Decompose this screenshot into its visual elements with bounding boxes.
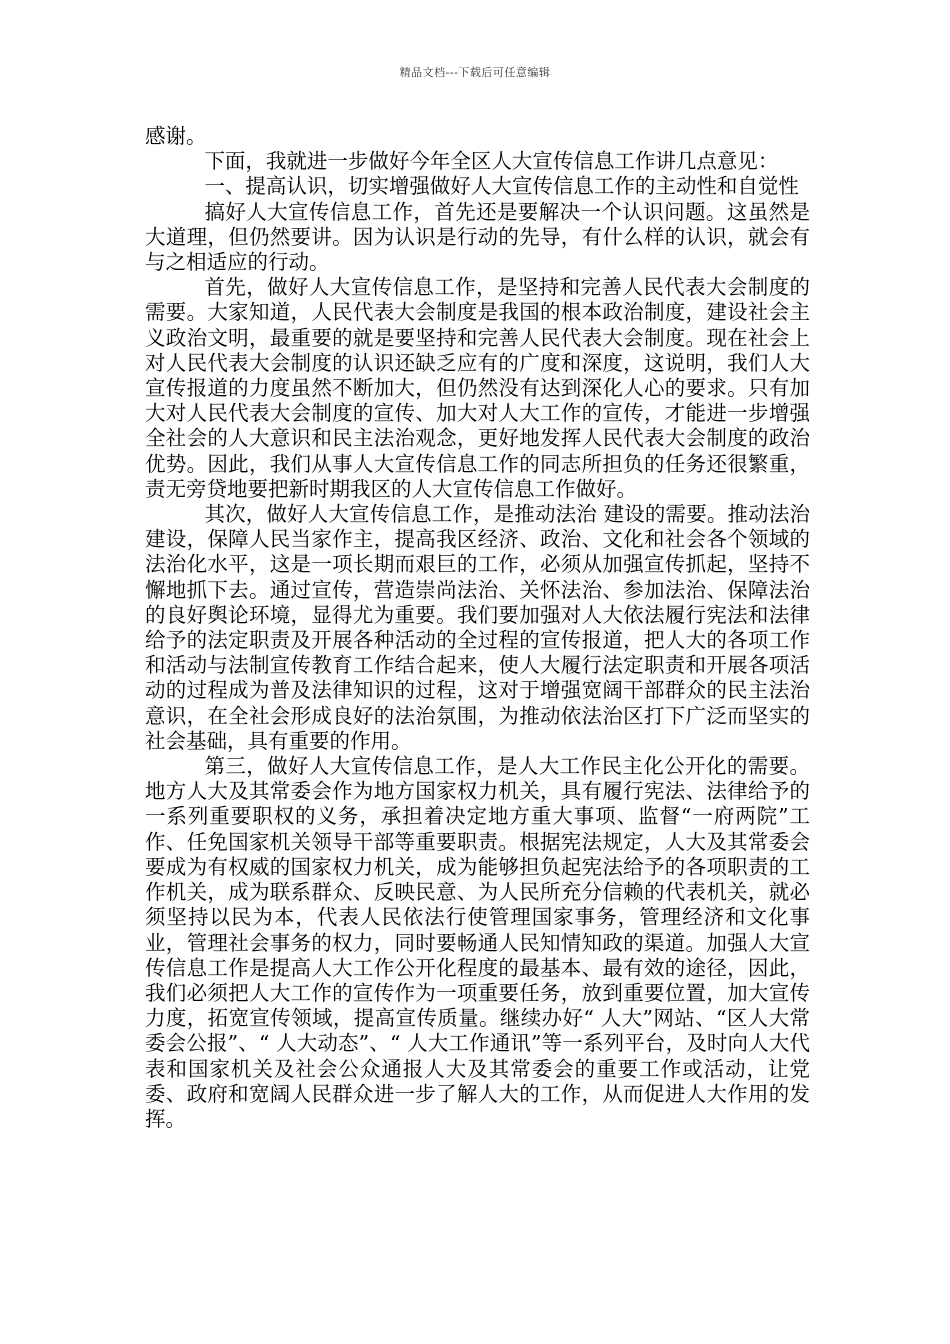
paragraph: 其次，做好人大宣传信息工作，是推动法治 建设的需要。推动法治 建设，保障人民当家作主，提高我区经济、政治、文化和社会各个领域的法治化水平，这是一项长期而艰巨的工作，必须从加强宣传抓起，坚持不懈地抓下去。通过宣传，营造崇尚法治、关怀法治、参加法治、保障法治的良好舆论环境，显得尤为重要。我们要加强对人大依法履行宪法和法律给予的法定职责及开展各种活动的全过程的宣传报道，把人大的各项工作和活动与法制宣传教育工作结合起来，使人大履行法定职责和开展各项活动的过程成为普及法律知识的过程，这对于增强宽阔干部群众的民主法治意识，在全社会形成良好的法治氛围，为推动依法治区打下广泛而坚实的社会基础，具有重要的作用。 bbox=[145, 502, 810, 753]
paragraph: 搞好人大宣传信息工作，首先还是要解决一个认识问题。这虽然是大道理，但仍然要讲。因为认识是行动的先导，有什么样的认识，就会有与之相适应的行动。 bbox=[145, 199, 810, 275]
paragraph: 首先，做好人大宣传信息工作，是坚持和完善人民代表大会制度的需要。大家知道，人民代表大会制度是我国的根本政治制度，建设社会主义政治文明，最重要的就是要坚持和完善人民代表大会制度。现在社会上对人民代表大会制度的认识还缺乏应有的广度和深度，这说明，我们人大宣传报道的力度虽然不断加大，但仍然没有达到深化人心的要求。只有加大对人民代表大会制度的宣传、加大对人大工作的宣传，才能进一步增强全社会的人大意识和民主法治观念，更好地发挥人民代表大会制度的政治优势。因此，我们从事人大宣传信息工作的同志所担负的任务还很繁重，责无旁贷地要把新时期我区的人大宣传信息工作做好。 bbox=[145, 275, 810, 501]
paragraph: 下面，我就进一步做好今年全区人大宣传信息工作讲几点意见： bbox=[204, 149, 779, 174]
paragraph: 第三，做好人大宣传信息工作，是人大工作民主化公开化的需要。地方人大及其常委会作为地方国家权力机关，具有履行宪法、法律给予的一系列重要职权的义务，承担着决定地方重大事项、监督“一府两院”工作、任免国家机关领导干部等重要职责。根据宪法规定，人大及其常委会要成为有权威的国家权力机关，成为能够担负起宪法给予的各项职责的工作机关，成为联系群众、反映民意、为人民所充分信赖的代表机关，就必须坚持以民为本，代表人民依法行使管理国家事务，管理经济和文化事业，管理社会事务的权力，同时要畅通人民知情知政的渠道。加强人大宣传信息工作是提高人大工作公开化程度的最基本、最有效的途径，因此，我们必须把人大工作的宣传作为一项重要任务，放到重要位置，加大宣传力度，拓宽宣传领域，提高宣传质量。继续办好“ 人大”网站、“区人大常委会公报”、“ 人大动态”、“ 人大工作通讯”等一系列平台，及时向人大代表和国家机关及社会公众通报人大及其常委会的重要工作或活动，让党委、政府和宽阔人民群众进一步了解人大的工作，从而促进人大作用的发挥。 bbox=[145, 754, 810, 1131]
paragraph: 感谢。 bbox=[145, 124, 207, 148]
page-header: 精品文档---下载后可任意编辑 bbox=[399, 66, 551, 79]
document-body bbox=[145, 124, 810, 1132]
section-heading: 一、提高认识，切实增强做好人大宣传信息工作的主动性和自觉性 bbox=[204, 174, 799, 199]
